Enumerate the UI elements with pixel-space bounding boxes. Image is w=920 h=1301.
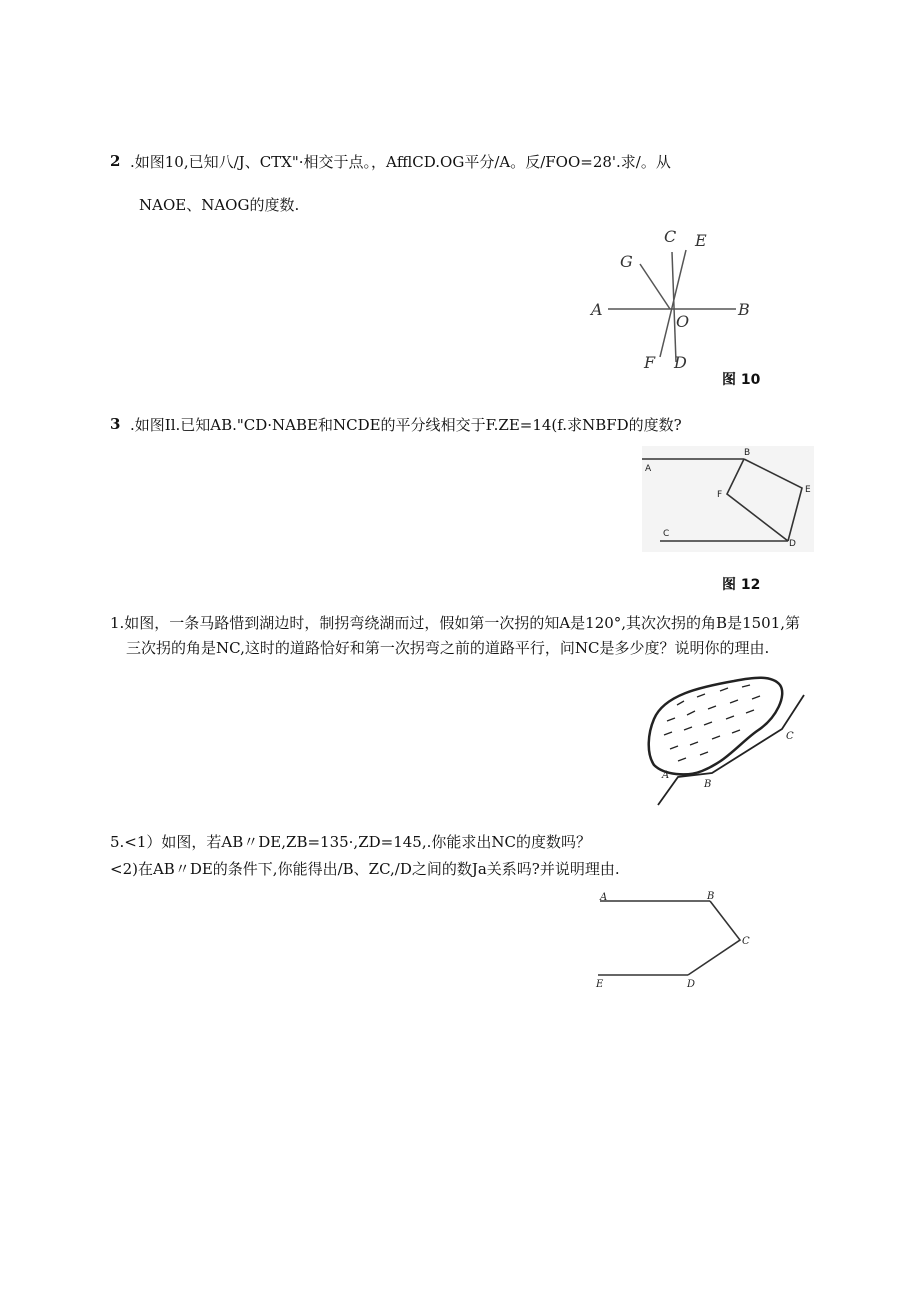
label-c: C [786,731,794,742]
label-e: E [596,979,604,990]
ray-og [640,264,670,309]
label-g: G [620,252,633,271]
q3-line1: .如图Il.已知AB."CD·NABE和NCDE的平分线相交于F.ZE=14(f.求NBFD的度数? [130,416,682,434]
label-a: A [662,770,670,781]
label-a: A [600,892,608,903]
label-a: A [645,464,652,474]
label-a: A [591,300,603,319]
q1-line2: 三次拐的角是NC,这时的道路恰好和第一次拐弯之前的道路平行，问NC是多少度？说明你的理由. [126,639,770,657]
segments-b-c-d [688,901,740,975]
label-e: E [805,485,811,495]
q2-line1: .如图10,已知八/J、CTX"·相交于点。，AfflCD.OG平分/A。反/FOO=28'.求/。从 [130,153,671,171]
label-d: D [789,539,796,549]
label-b: B [704,779,712,790]
figure-10-caption: 图 10 [722,372,761,388]
label-f: F [717,490,723,500]
q3-number: 3 [110,415,121,433]
q1-line1: 1.如图，一条马路惜到湖边时，制拐弯绕湖而过，假如第一次拐的知A是120°,其次次拐的角B是1501,第 [110,614,801,632]
label-e: E [695,231,707,250]
lake-outline [649,678,783,775]
label-b: B [738,300,750,319]
figure-abcde [590,888,760,993]
label-c: C [742,936,750,947]
q5-line2: <2)在AB〃DE的条件下,你能得出/B、ZC,/D之间的数Ja关系吗?并说明理由. [110,860,620,878]
q5-line1: 5.<1）如图，若AB〃DE,ZB=135·,ZD=145,.你能求出NC的度数吗？ [110,833,591,851]
label-b: B [707,891,715,902]
label-b: B [744,448,751,458]
label-f: F [644,353,656,372]
label-o: O [676,312,690,331]
label-d: D [687,979,696,990]
label-d: D [674,353,687,372]
q2-number: 2 [110,152,121,170]
label-c: C [663,529,670,539]
label-c: C [664,227,677,246]
figure-12 [642,446,822,556]
figure-12-caption: 图 12 [722,577,761,593]
lake-figure [642,673,812,808]
figure-10 [588,222,768,382]
q2-line2: NAOE、NAOG的度数. [139,196,300,214]
